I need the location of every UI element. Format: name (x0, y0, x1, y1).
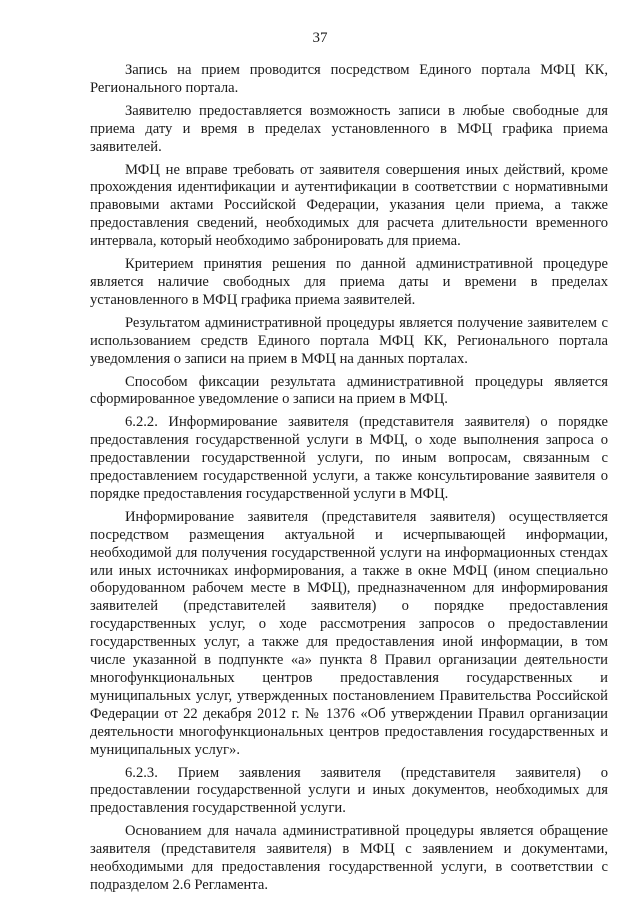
paragraph-section-6-2-2: 6.2.2. Информирование заявителя (представителя заявителя) о порядке предоставления государственной услуги в МФЦ, о ходе выполнения запроса о предоставлении государственной услуги, по иным вопросам, связанным с предоставлением государственной услуги, а также консультирование заявителя о порядке предоставления государственной услуги в МФЦ. (90, 414, 608, 502)
page-number: 37 (312, 30, 328, 46)
paragraph-section-6-2-3: 6.2.3. Прием заявления заявителя (представителя заявителя) о предоставлении государственной услуги и иных документов, необходимых для предоставления государственной услуги. (90, 764, 608, 817)
paragraph-appointment-availability: Заявителю предоставляется возможность записи в любые свободные для приема дату и время в пределах установленного в МФЦ графика приема заявителей. (90, 102, 608, 155)
paragraph-mfc-restrictions: МФЦ не вправе требовать от заявителя совершения иных действий, кроме прохождения идентификации и аутентификации в соответствии с нормативными правовыми актами Российской Федерации, указания цели приема, а также предоставления сведений, необходимых для расчета длительности временного интервала, который необходимо забронировать для приема. (90, 161, 608, 250)
paragraph-appointment-method: Запись на прием проводится посредством Единого портала МФЦ КК, Регионального портала. (90, 62, 608, 96)
paragraph-procedure-result: Результатом административной процедуры является получение заявителем с использованием средств Единого портала МФЦ КК, Регионального портала уведомления о записи на прием в МФЦ на данных порталах. (90, 314, 608, 367)
document-body (90, 62, 608, 900)
paragraph-procedure-basis: Основанием для начала административной процедуры является обращение заявителя (представителя заявителя) в МФЦ с заявлением и документами, необходимыми для предоставления государственной услуги, в соответствии с подразделом 2.6 Регламента. (90, 823, 608, 893)
paragraph-result-fixation: Способом фиксации результата административной процедуры является сформированное уведомление о записи на прием в МФЦ. (90, 373, 608, 408)
paragraph-decision-criterion: Критерием принятия решения по данной административной процедуре является наличие свободных для приема даты и времени в пределах установленного в МФЦ графика приема заявителей. (90, 256, 608, 308)
paragraph-informing-details: Информирование заявителя (представителя заявителя) осуществляется посредством размещения актуальной и исчерпывающей информации, необходимой для получения государственной услуги на информационных стендах или иных источниках информирования, а также в окне МФЦ (ином специально оборудованном рабочем месте в МФЦ), предназначенном для информирования заявителей (представителей заявителя) о порядке предоставления государственных услуг, о ходе рассмотрения запросов о предоставлении государственных услуг, а также для предоставления иной информации, в том числе указанной в подпункте «а» пункта 8 Правил организации деятельности многофункциональных центров предоставления государственных и муниципальных услуг, утвержденных постановлением Правительства Российской Федерации от 22 декабря 2012 г. № 1376 «Об утверждении Правил организации деятельности многофункциональных центров предоставления государственных и муниципальных услуг». (90, 508, 608, 758)
